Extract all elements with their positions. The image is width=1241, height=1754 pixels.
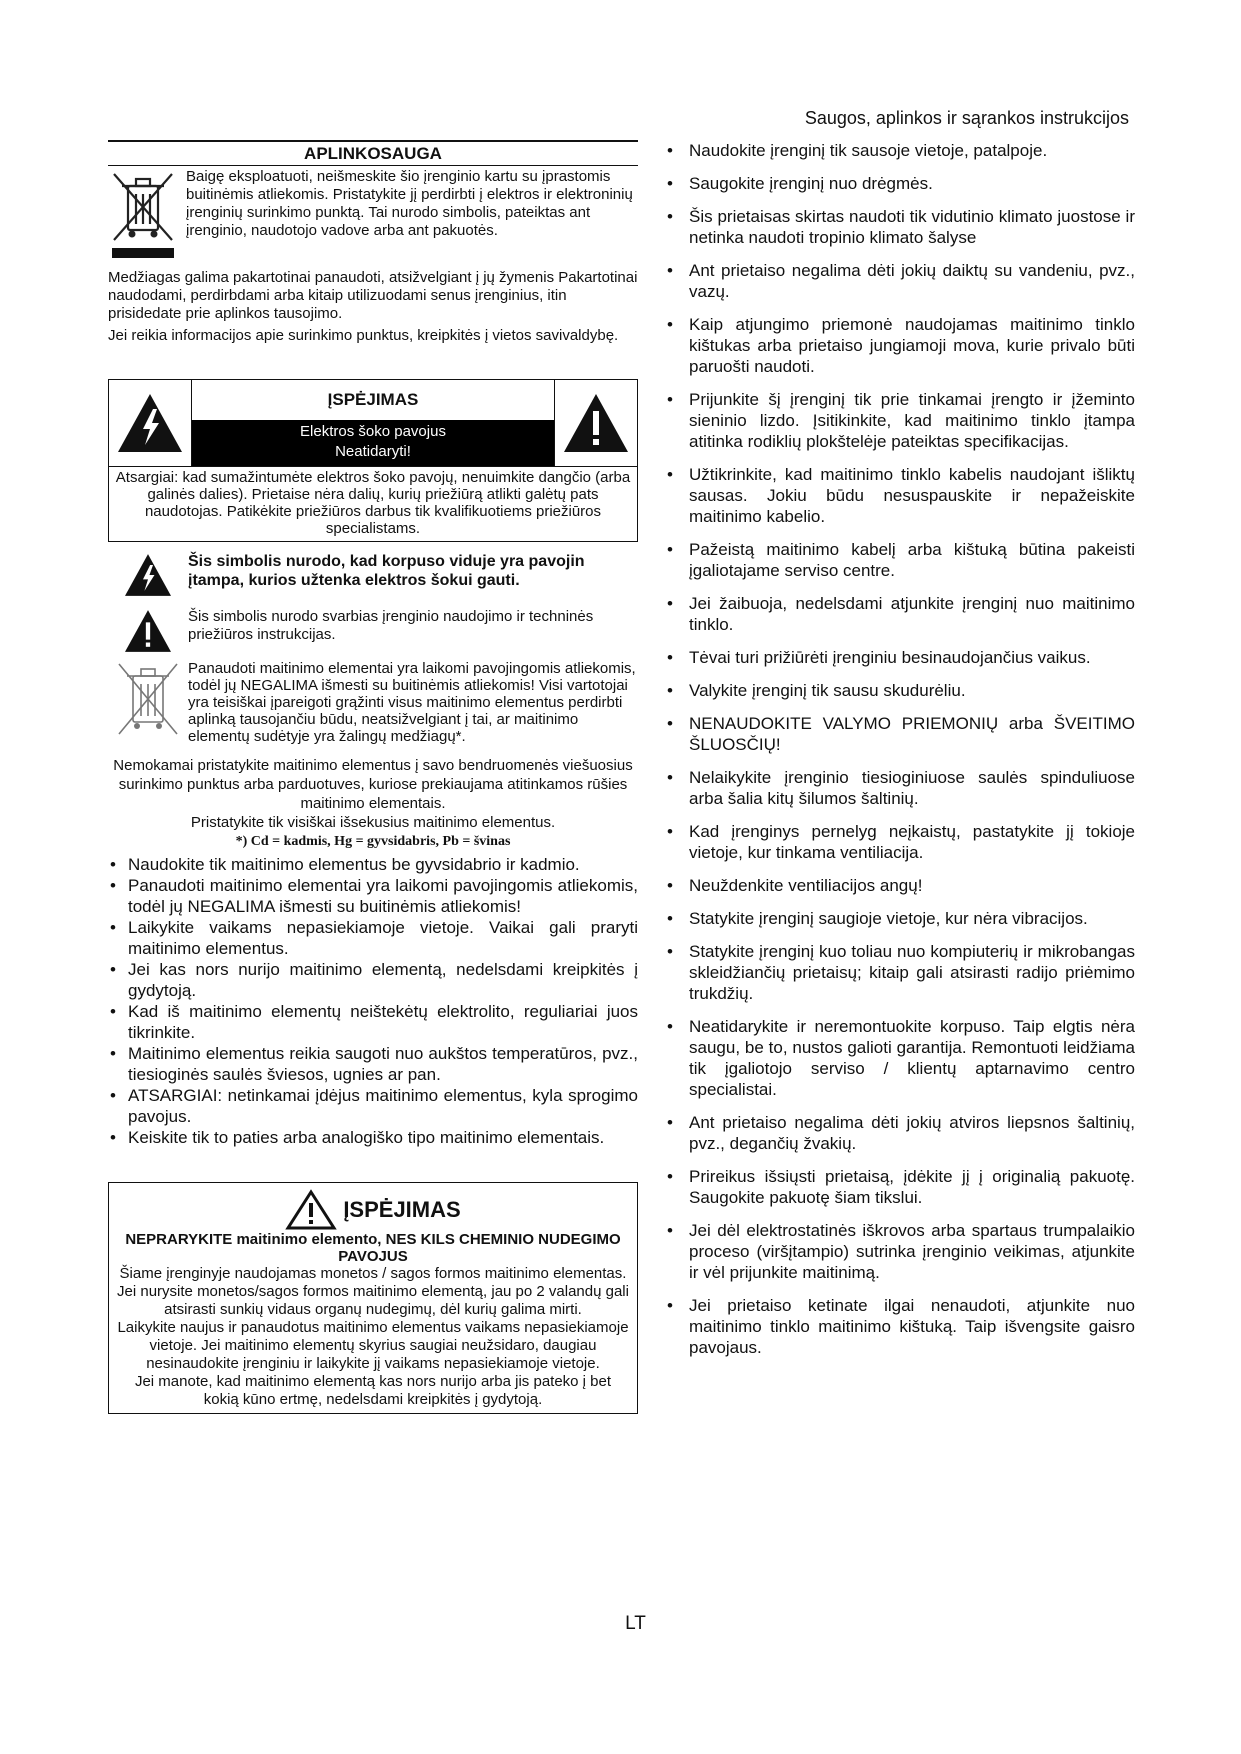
list-item: • Jei kas nors nurijo maitinimo elementą, nedelsdami kreipkitės į gydytoją.	[108, 959, 638, 1001]
list-item: • Kaip atjungimo priemonė naudojamas maitinimo tinklo kištukas arba prietaiso jungiamoji mova, kurie privalo būti paruošti naudoti.	[665, 314, 1135, 377]
list-item: • Statykite įrenginį kuo toliau nuo kompiuterių ir mikrobangas skleidžiančių prietaisų; kitaip gali atsirasti radijo priėmimo trukdžių.	[665, 941, 1135, 1004]
left-column	[108, 140, 638, 1414]
safety-bullet-list	[665, 140, 1135, 1358]
button-cell-warning-p2: Laikykite naujus ir panaudotus maitinimo elementus vaikams nepasiekiamoje vietoje. Jei maitinimo elementų skyrius saugiai neužsidaro, daugiau nesinaudokite įrenginiu ir laikykite jį vaikams nepasiekiamoje vietoje.	[117, 1319, 629, 1372]
battery-symbol-row	[108, 660, 638, 750]
shock-warning-band	[192, 420, 554, 466]
page-language-code: LT	[625, 1613, 646, 1634]
list-item: • Statykite įrenginį saugioje vietoje, kur nėra vibracijos.	[665, 908, 1135, 929]
list-item: • Maitinimo elementus reikia saugoti nuo aukštos temperatūros, pvz., tiesioginės saulės šviesos, ugnies ar pan.	[108, 1043, 638, 1085]
battery-depleted-note: Pristatykite tik visiškai išsekusius maitinimo elementus.	[190, 814, 556, 831]
env-section-title: APLINKOSAUGA	[108, 140, 638, 166]
list-item: • Neuždenkite ventiliacijos angų!	[665, 875, 1135, 896]
list-item: • Kad iš maitinimo elementų neištekėtų elektrolito, reguliariai juos tikrinkite.	[108, 1001, 638, 1043]
list-item: • Pažeistą maitinimo kabelį arba kištuką būtina pakeisti įgaliotajame serviso centre.	[665, 539, 1135, 581]
exclamation-icon	[108, 608, 188, 654]
lightning-warning-icon	[109, 380, 191, 466]
shock-warning-center	[191, 380, 555, 466]
battery-bullet-list	[108, 854, 638, 1148]
list-item: • Jei dėl elektrostatinės iškrovos arba spartaus trumpalaikio proceso (viršįtampio) sutrinka įrenginio veikimas, atjunkite ir vėl prijunkite maitinimą.	[665, 1220, 1135, 1283]
lightning-icon	[108, 552, 188, 598]
list-item: • Naudokite tik maitinimo elementus be gyvsidabrio ir kadmio.	[108, 854, 638, 875]
bolt-symbol-row	[108, 552, 638, 598]
list-item: • ATSARGIAI: netinkamai įdėjus maitinimo elementus, kyla sprogimo pavojus.	[108, 1085, 638, 1127]
list-item: • Ant prietaiso negalima dėti jokių daiktų su vandeniu, pvz., vazų.	[665, 260, 1135, 302]
list-item: • Saugokite įrenginį nuo drėgmės.	[665, 173, 1135, 194]
chemical-legend: *) Cd = kadmis, Hg = gyvsidabris, Pb = švinas	[235, 834, 511, 849]
list-item: • Prireikus išsiųsti prietaisą, įdėkite jį į originalią pakuotę. Saugokite pakuotę šiam tikslui.	[665, 1166, 1135, 1208]
shock-warning-title: ĮSPĖJIMAS	[327, 390, 419, 409]
shock-warning-band-line-1: Elektros šoko pavojus	[300, 423, 446, 440]
env-paragraph-2: Jei reikia informacijos apie surinkimo punktus, kreipkitės į vietos savivaldybę.	[108, 327, 619, 344]
list-item: • Nelaikykite įrenginio tiesioginiuose saulės spinduliuose arba šalia kitų šilumos šaltinių.	[665, 767, 1135, 809]
list-item: • Prijunkite šį įrenginį tik prie tinkamai įrengto ir įžeminto sieninio lizdo. Įsitikinkite, kad maitinimo tinklo įtampa atitinka rodiklių plokštelėje pateiktas specifikacijas.	[665, 389, 1135, 452]
list-item: • Užtikrinkite, kad maitinimo tinklo kabelis naudojant išliktų sausas. Jokiu būdu nesuspauskite ir nepažeiskite maitinimo kabelio.	[665, 464, 1135, 527]
page-header: Saugos, aplinkos ir sąrankos instrukcijos	[804, 108, 1129, 128]
bolt-symbol-text: Šis simbolis nurodo, kad korpuso viduje yra pavojin įtampa, kurios užtenka elektros šokui gauti.	[188, 553, 585, 589]
list-item: • Tėvai turi prižiūrėti įrenginiu besinaudojančius vaikus.	[665, 647, 1135, 668]
button-cell-warning-bold: NEPRARYKITE maitinimo elemento, NES KILS CHEMINIO NUDEGIMO PAVOJUS	[125, 1231, 621, 1265]
list-item: • Jei prietaiso ketinate ilgai nenaudoti, atjunkite nuo maitinimo tinklo maitinimo kištuką. Taip išvengsite gaisro pavojaus.	[665, 1295, 1135, 1358]
battery-bin-icon	[108, 660, 188, 750]
battery-collection-note: Nemokamai pristatykite maitinimo elementus į savo bendruomenės viešuosius surinkimo punktus arba parduotuves, kuriose prekiaujama atitinkamos rūšies maitinimo elementais.	[113, 757, 633, 812]
shock-warning-band-line-2: Neatidaryti!	[335, 443, 411, 460]
shock-warning-header	[109, 380, 637, 467]
right-column	[665, 140, 1135, 1370]
list-item: • Valykite įrenginį tik sausu skudurėliu.	[665, 680, 1135, 701]
list-item: • Ant prietaiso negalima dėti jokių atviros liepsnos šaltinių, pvz., degančių žvakių.	[665, 1112, 1135, 1154]
list-item: • Neatidarykite ir neremontuokite korpuso. Taip elgtis nėra saugu, be to, nustos galioti garantija. Remontuoti leidžiama tik įgaliotojo serviso / klientų aptarnavimo centro specialistai.	[665, 1016, 1135, 1100]
env-intro-text: Baigę eksploatuoti, neišmeskite šio įrenginio kartu su įprastomis buitinėmis atliekomis. Pristatykite jį perdirbti į elektros ir elektroninių įrenginių surinkimo punktą. Tai nurodo simbolis, pateiktas ant įrenginio, naudotojo vadove arba ant pakuotės.	[186, 168, 633, 239]
button-cell-warning-title: ĮSPĖJIMAS	[343, 1197, 461, 1222]
battery-symbol-text: Panaudoti maitinimo elementai yra laikomi pavojingomis atliekomis, todėl jų NEGALIMA išmesti su buitinėmis atliekomis! Visi vartotojai yra teisiškai įpareigoti grąžinti visus maitinimo elementus perdirbti aplinką tausojančiu būdu, neatsižvelgiant į tai, ar maitinimo elementų sudėtyje yra žalingų medžiagų*.	[188, 660, 636, 745]
shock-warning-body: Atsargiai: kad sumažintumėte elektros šoko pavojų, nenuimkite dangčio (arba galinės dalies). Prietaise nėra dalių, kurių priežiūrą atlikti galėtų pats naudotojas. Patikėkite priežiūros darbus tik kvalifikuotiems priežiūros specialistams.	[115, 469, 631, 537]
list-item: • Jei žaibuoja, nedelsdami atjunkite įrenginį nuo maitinimo tinklo.	[665, 593, 1135, 635]
exclamation-warning-icon	[555, 380, 637, 466]
exclamation-symbol-text: Šis simbolis nurodo svarbias įrenginio naudojimo ir techninės priežiūros instrukcijas.	[188, 608, 594, 643]
list-item: • Naudokite įrenginį tik sausoje vietoje, patalpoje.	[665, 140, 1135, 161]
exclamation-symbol-row	[108, 608, 638, 654]
list-item: • Panaudoti maitinimo elementai yra laikomi pavojingomis atliekomis, todėl jų NEGALIMA išmesti su buitinėmis atliekomis!	[108, 875, 638, 917]
list-item: • Kad įrenginys pernelyg neįkaistų, pastatykite jį tokioje vietoje, kur tinkama ventiliacija.	[665, 821, 1135, 863]
list-item: • Keiskite tik to paties arba analogiško tipo maitinimo elementais.	[108, 1127, 638, 1148]
env-paragraph-1: Medžiagas galima pakartotinai panaudoti, atsižvelgiant į jų žymenis Pakartotinai naudodami, perdirbdami arba kitaip utilizuodami senus įrenginius, itin prisidedate prie aplinkos tausojimo.	[108, 269, 638, 322]
list-item: • Laikykite vaikams nepasiekiamoje vietoje. Vaikai gali praryti maitinimo elementus.	[108, 917, 638, 959]
button-cell-warning-p3: Jei manote, kad maitinimo elementą kas nors nurijo arba jis pateko į bet kokią kūno ertmę, nedelsdami kreipkitės į gydytoją.	[134, 1373, 612, 1408]
shock-warning-box	[108, 379, 638, 542]
button-cell-warning-p1: Šiame įrenginyje naudojamas monetos / sagos formos maitinimo elementas. Jei nurysite monetos/sagos formos maitinimo elementą, jau po 2 valandų gali atsirasti sunkių vidaus organų nudegimų, dėl kurių galima mirti.	[117, 1265, 629, 1318]
list-item: • Šis prietaisas skirtas naudoti tik vidutinio klimato juostose ir netinka naudoti tropinio klimato šalyse	[665, 206, 1135, 248]
button-cell-warning-header	[117, 1189, 629, 1231]
env-intro-row	[108, 168, 638, 265]
list-item: • NENAUDOKITE VALYMO PRIEMONIŲ arba ŠVEITIMO ŠLUOSČIŲ!	[665, 713, 1135, 755]
warning-triangle-icon	[285, 1189, 337, 1231]
weee-bin-icon	[108, 168, 178, 265]
button-cell-warning-box	[108, 1182, 638, 1414]
